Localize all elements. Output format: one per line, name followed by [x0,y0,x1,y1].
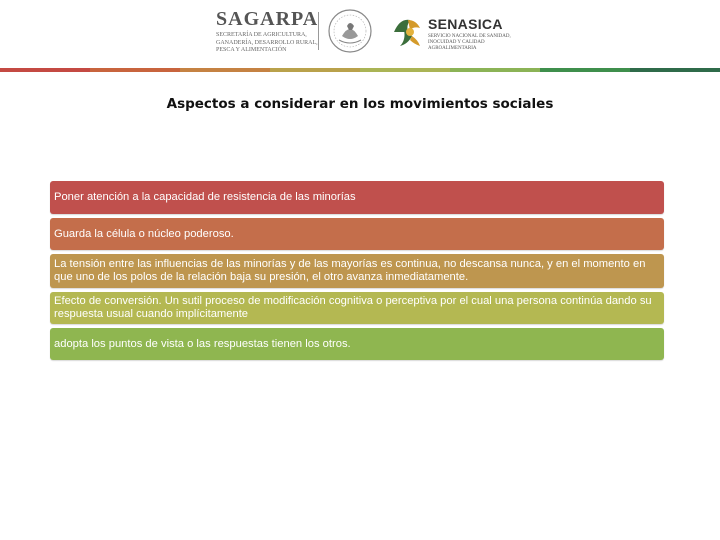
sagarpa-brand: SAGARPA [216,8,319,30]
senasica-subtitle-line: SERVICIO NACIONAL DE SANIDAD, [428,34,511,39]
senasica-subtitle [428,34,511,52]
color-bar-segment [270,68,360,72]
header-color-bar [0,68,720,72]
sagarpa-logo [216,8,319,55]
color-bar-segment [0,68,90,72]
sagarpa-subtitle-line: PESCA Y ALIMENTACIÓN [216,47,287,53]
slide-title: Aspectos a considerar en los movimientos sociales [166,96,554,112]
header [0,0,720,72]
considerations-list [50,181,664,364]
color-bar-segment [180,68,270,72]
senasica-subtitle-line: INOCUIDAD Y CALIDAD [428,40,485,45]
color-bar-segment [630,68,720,72]
list-item: Poner atención a la capacidad de resistencia de las minorías [50,181,664,214]
color-bar-segment [540,68,630,72]
logo-divider [318,12,319,50]
sagarpa-subtitle-line: GANADERÍA, DESARROLLO RURAL, [216,39,318,46]
sagarpa-subtitle-line: SECRETARÍA DE AGRICULTURA, [216,32,307,38]
list-item: Efecto de conversión. Un sutil proceso de modificación cognitiva o perceptiva por el cual una persona continúa dando su respuesta usual cuando implícitamente [50,292,664,324]
list-item: Guarda la célula o núcleo poderoso. [50,218,664,250]
senasica-emblem-icon [390,14,426,50]
senasica-logo [390,12,520,52]
senasica-brand: SENASICA [428,16,503,32]
color-bar-segment [360,68,450,72]
senasica-subtitle-line: AGROALIMENTARIA [428,46,477,51]
list-item: La tensión entre las influencias de las minorías y de las mayorías es continua, no descansa nunca, y en el momento en que uno de los polos de la relación baja su presión, el otro avanza inmediatamente. [50,254,664,288]
color-bar-segment [450,68,540,72]
mexico-seal-icon [325,8,375,54]
sagarpa-subtitle [216,32,316,55]
color-bar-segment [90,68,180,72]
list-item: adopta los puntos de vista o las respuestas tienen los otros. [50,328,664,360]
